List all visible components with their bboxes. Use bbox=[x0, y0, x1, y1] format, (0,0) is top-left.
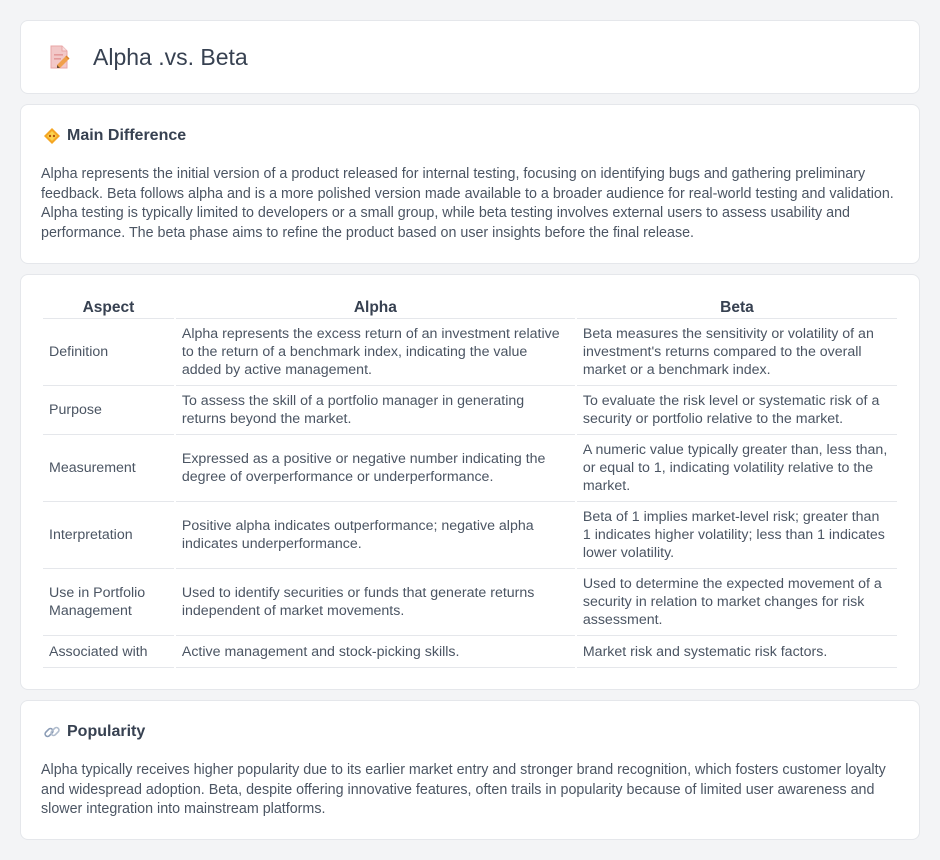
table-cell-aspect: Use in Portfolio Management bbox=[43, 569, 174, 636]
comparison-table bbox=[41, 297, 899, 668]
popularity-heading: Popularity bbox=[67, 723, 146, 740]
table-cell-aspect: Associated with bbox=[43, 636, 174, 668]
table-cell-alpha: Alpha represents the excess return of an investment relative to the return of a benchmark index, indicating the value added by active management. bbox=[176, 319, 575, 386]
table-cell-aspect: Purpose bbox=[43, 386, 174, 435]
header-beta: Beta bbox=[577, 297, 897, 319]
title-card bbox=[20, 20, 920, 94]
header-alpha: Alpha bbox=[176, 297, 575, 319]
comparison-card bbox=[20, 274, 920, 690]
table-cell-beta: Beta measures the sensitivity or volatility of an investment's returns compared to the overall market or a benchmark index. bbox=[577, 319, 897, 386]
table-cell-beta: Beta of 1 implies market-level risk; greater than 1 indicates higher volatility; less than 1 indicates lower volatility. bbox=[577, 502, 897, 569]
table-cell-aspect: Interpretation bbox=[43, 502, 174, 569]
table-row bbox=[43, 569, 897, 636]
table-cell-alpha: Positive alpha indicates outperformance; negative alpha indicates underperformance. bbox=[176, 502, 575, 569]
header-aspect: Aspect bbox=[43, 297, 174, 319]
main-difference-text: Alpha represents the initial version of a product released for internal testing, focusing on identifying bugs and gathering preliminary feedback. Beta follows alpha and is a more polished version made available to a broader audience for real-world testing and validation. Alpha testing is typically limited to developers or a small group, while beta testing involves external users to assess usability and performance. The beta phase aims to refine the product based on user insights before the final release. bbox=[41, 166, 894, 241]
diamond-warning-icon bbox=[43, 127, 61, 145]
table-row bbox=[43, 502, 897, 569]
main-difference-heading: Main Difference bbox=[67, 127, 187, 144]
table-row bbox=[43, 319, 897, 386]
table-cell-beta: To evaluate the risk level or systematic risk of a security or portfolio relative to the market. bbox=[577, 386, 897, 435]
table-cell-alpha: To assess the skill of a portfolio manager in generating returns beyond the market. bbox=[176, 386, 575, 435]
table-cell-alpha: Expressed as a positive or negative number indicating the degree of overperformance or underperformance. bbox=[176, 435, 575, 502]
table-cell-alpha: Active management and stock-picking skills. bbox=[176, 636, 575, 668]
table-cell-aspect: Definition bbox=[43, 319, 174, 386]
title-row bbox=[45, 43, 248, 71]
main-difference-card bbox=[20, 104, 920, 264]
table-cell-beta: A numeric value typically greater than, less than, or equal to 1, indicating volatility relative to the market. bbox=[577, 435, 897, 502]
table-cell-alpha: Used to identify securities or funds that generate returns independent of market movements. bbox=[176, 569, 575, 636]
table-cell-beta: Used to determine the expected movement of a security in relation to market changes for risk assessment. bbox=[577, 569, 897, 636]
table-cell-aspect: Measurement bbox=[43, 435, 174, 502]
table-header-row bbox=[43, 297, 897, 319]
table-row bbox=[43, 435, 897, 502]
table-row bbox=[43, 386, 897, 435]
popularity-card bbox=[20, 700, 920, 840]
table-cell-beta: Market risk and systematic risk factors. bbox=[577, 636, 897, 668]
popularity-text: Alpha typically receives higher popularity due to its earlier market entry and stronger brand recognition, which fosters customer loyalty and widespread adoption. Beta, despite offering innovative features, often trails in popularity because of limited user awareness and slower integration into mainstream platforms. bbox=[41, 762, 886, 817]
table-row bbox=[43, 636, 897, 668]
link-icon bbox=[43, 723, 61, 741]
main-difference-header bbox=[43, 127, 186, 145]
popularity-header bbox=[43, 723, 145, 741]
page-title: Alpha .vs. Beta bbox=[93, 43, 248, 70]
document-edit-icon bbox=[45, 43, 73, 71]
